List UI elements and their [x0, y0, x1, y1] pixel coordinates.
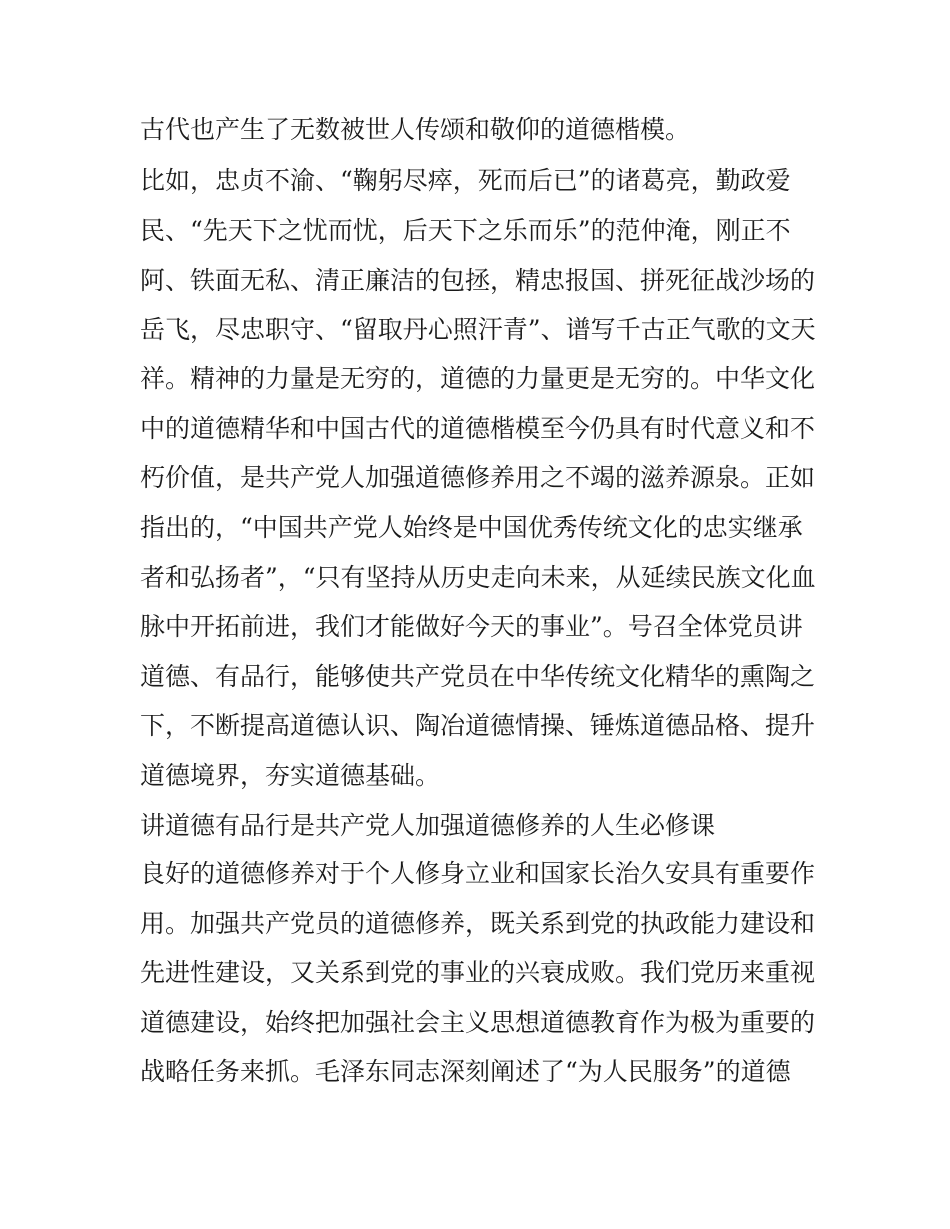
- text-line: 古代也产生了无数被世人传颂和敬仰的道德楷模。: [140, 115, 691, 144]
- text-line: 者和弘扬者”，“只有坚持从历史走向未来，从延续民族文化血: [140, 563, 816, 592]
- text-line: 道德建设，始终把加强社会主义思想道德教育作为极为重要的: [140, 1008, 816, 1037]
- text-line: 岳飞，尽忠职守、“留取丹心照汗青”、谱写千古正气歌的文天: [140, 315, 816, 344]
- text-line: 祥。精神的力量是无穷的，道德的力量更是无穷的。中华文化: [140, 364, 816, 393]
- text-line: 朽价值，是共产党人加强道德修养用之不竭的滋养源泉。正如: [140, 463, 816, 492]
- text-line: 比如，忠贞不渝、“鞠躬尽瘁，死而后已”的诸葛亮，勤政爱: [140, 166, 791, 195]
- text-line: 先进性建设，又关系到党的事业的兴衰成败。我们党历来重视: [140, 958, 816, 987]
- text-line: 阿、铁面无私、清正廉洁的包拯，精忠报国、拼死征战沙场的: [140, 266, 816, 295]
- text-line: 道德、有品行，能够使共产党员在中华传统文化精华的熏陶之: [140, 662, 816, 691]
- section-heading: 讲道德有品行是共产党人加强道德修养的人生必修课: [140, 811, 716, 840]
- text-line: 用。加强共产党员的道德修养，既关系到党的执政能力建设和: [140, 909, 816, 938]
- text-line: 脉中开拓前进，我们才能做好今天的事业”。号召全体党员讲: [140, 612, 803, 641]
- text-line: 中的道德精华和中国古代的道德楷模至今仍具有时代意义和不: [140, 414, 816, 443]
- text-line: 下，不断提高道德认识、陶冶道德情操、锤炼道德品格、提升: [140, 711, 816, 740]
- text-line: 道德境界，夯实道德基础。: [140, 761, 441, 790]
- text-line: 良好的道德修养对于个人修身立业和国家长治久安具有重要作: [140, 859, 816, 888]
- text-line: 民、“先天下之忧而忧，后天下之乐而乐”的范仲淹，刚正不: [140, 216, 791, 245]
- text-line: 战略任务来抓。毛泽东同志深刻阐述了“为人民服务”的道德: [140, 1057, 791, 1086]
- text-line: 指出的，“中国共产党人始终是中国优秀传统文化的忠实继承: [140, 513, 803, 542]
